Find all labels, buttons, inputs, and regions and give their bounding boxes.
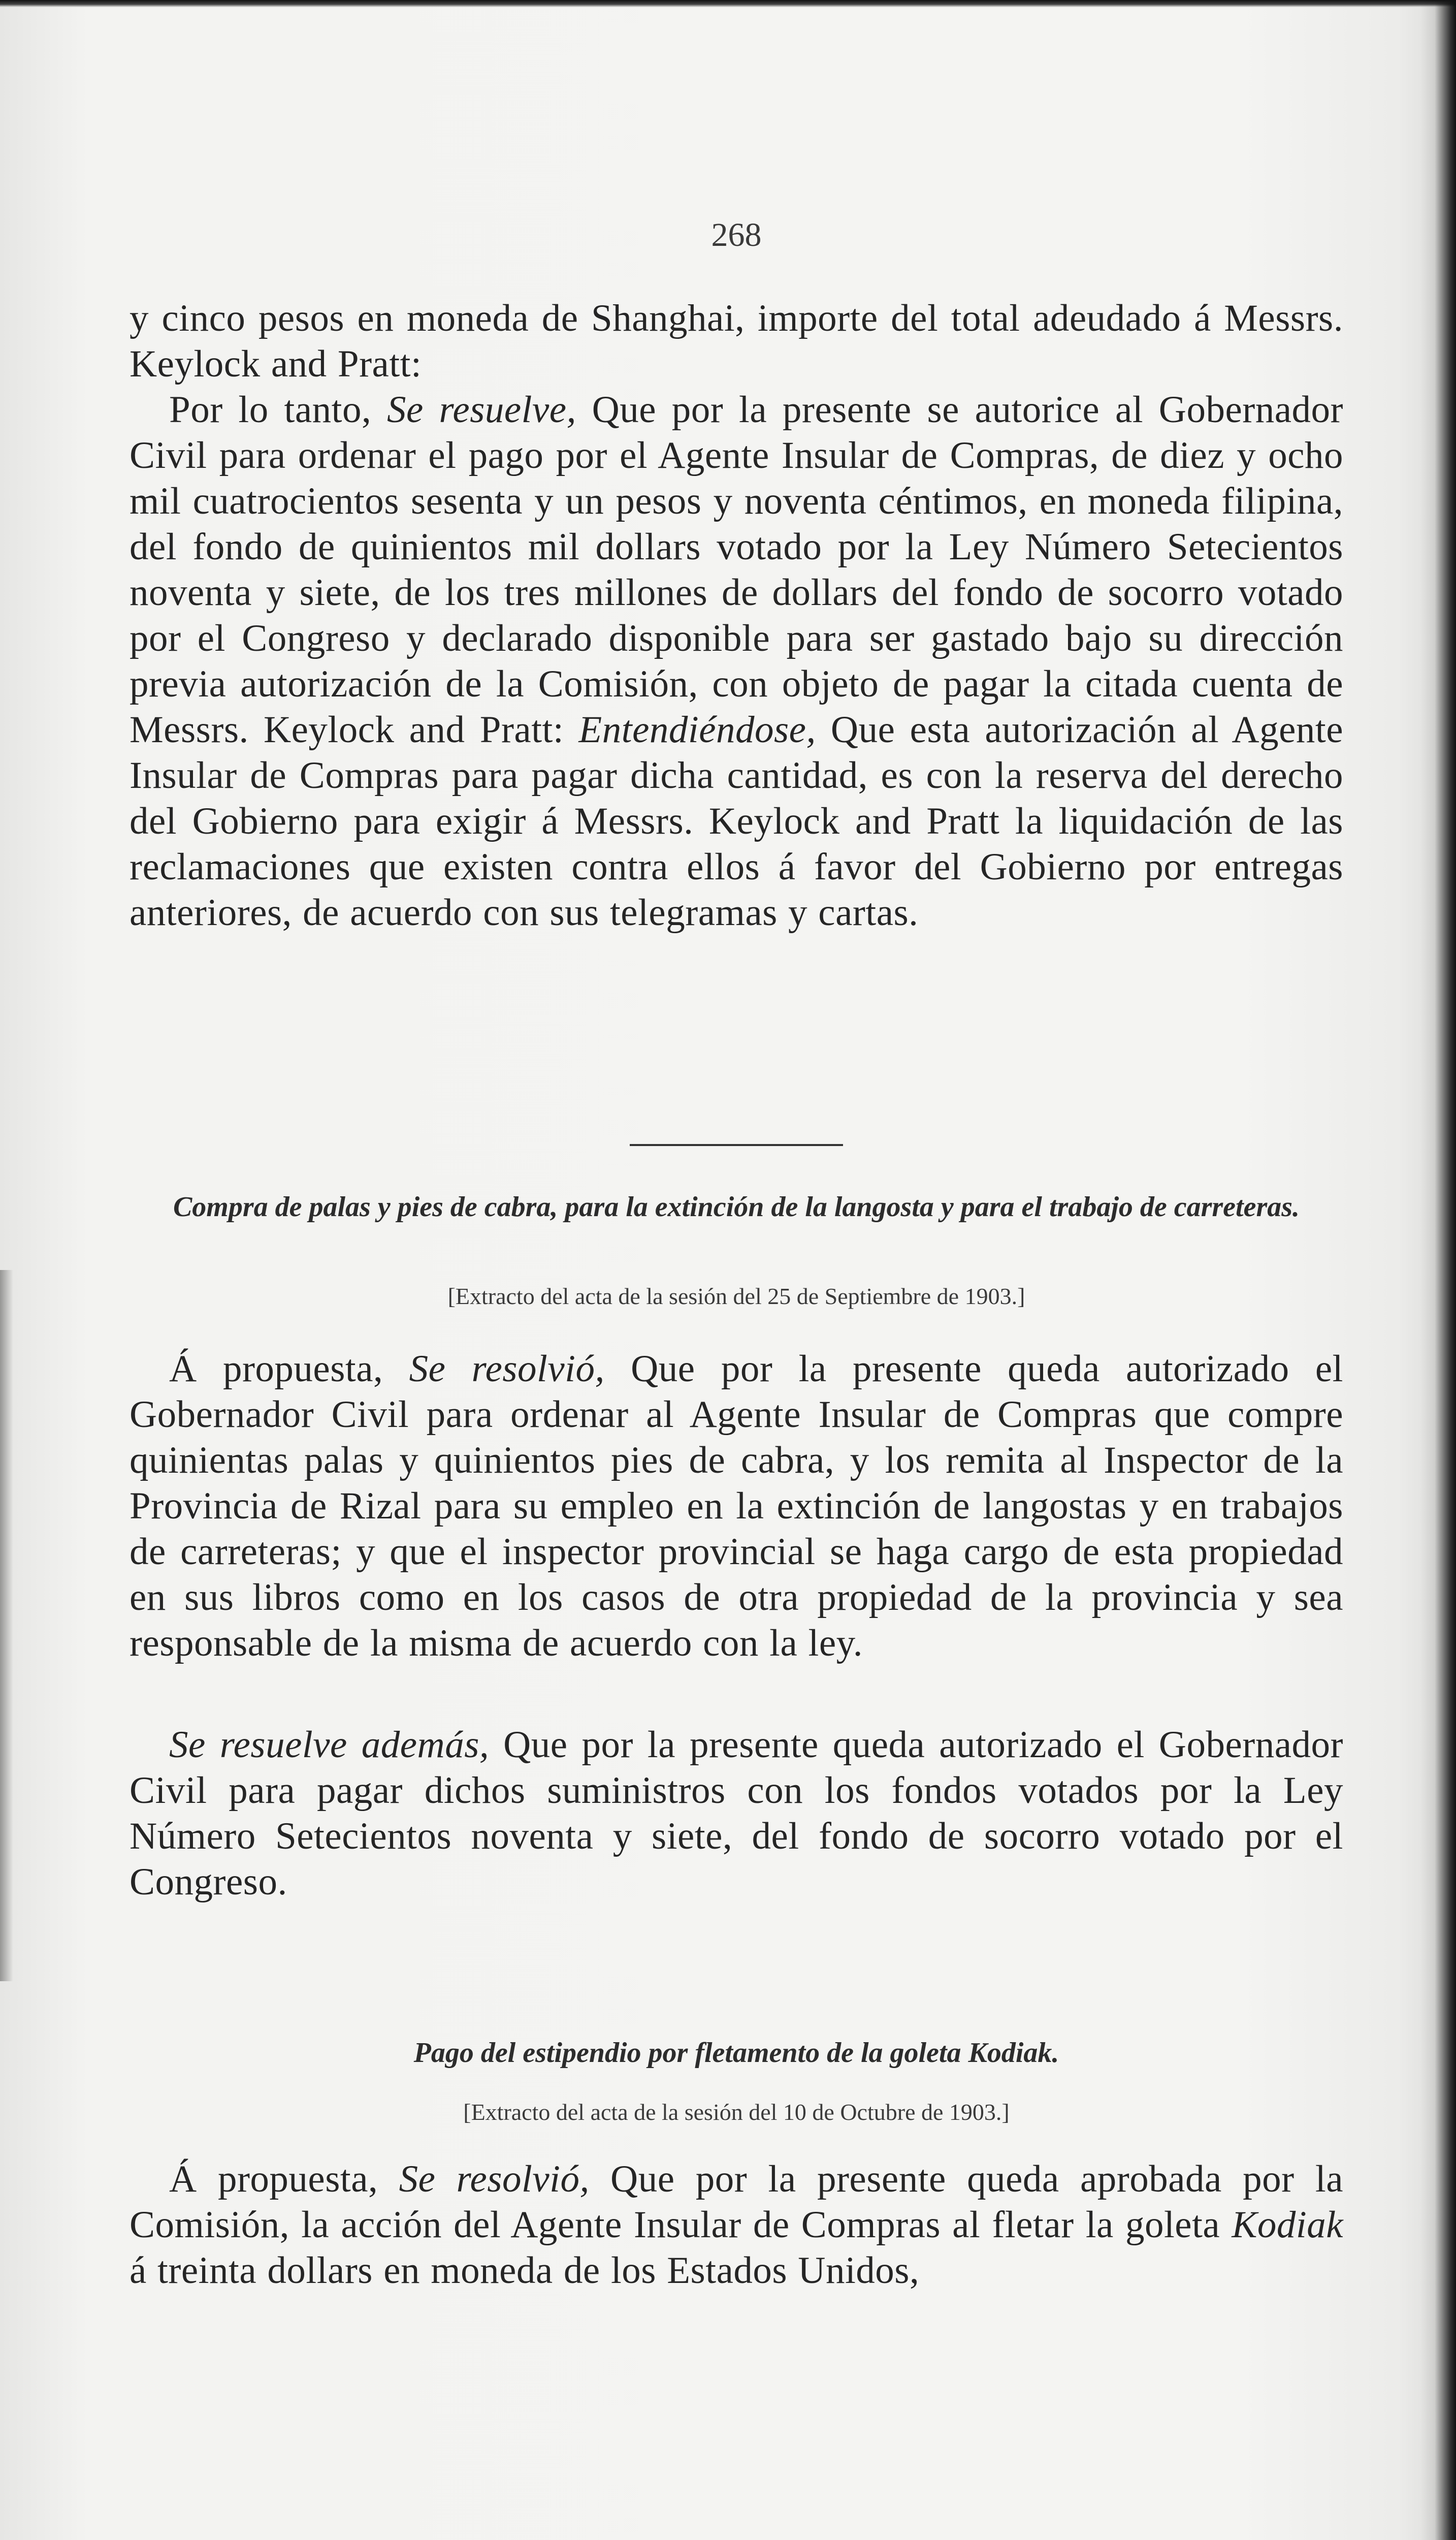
resolution-lead: Por lo tanto,	[169, 389, 387, 431]
section-2-paragraph-1	[130, 2156, 1343, 2294]
section-2-p1-ship-name: Kodiak	[1232, 2204, 1343, 2246]
section-1-paragraph-2	[130, 1722, 1343, 1905]
resolution-proviso-body: Que esta autorización al Agente Insular de Compras para pagar dicha cantidad, es con la reserva del derecho del Gobierno para exigir á Messrs. Keylock and Pratt la liquidación de las reclamaciones que existen contra ellos á favor del Gobierno por entregas anteriores, de acuerdo con sus telegramas y cartas.	[130, 709, 1343, 934]
page-top-edge	[0, 0, 1456, 7]
section-1-p2-keyword: Se resuelve además,	[169, 1724, 490, 1766]
page-right-edge	[1420, 0, 1456, 2540]
section-1-p2-body: Que por la presente queda autorizado el Gobernador Civil para pagar dichos suministros con los fondos votados por la Ley Número Setecientos noventa y siete, del fondo de socorro votado por el Congreso.	[130, 1724, 1343, 1903]
section-1-heading: Compra de palas y pies de cabra, para la extinción de la langosta y para el trabajo de carreteras.	[173, 1191, 1300, 1223]
section-divider-1	[630, 1144, 843, 1146]
resolution-paragraph	[130, 387, 1343, 936]
section-2-p1-tail: á treinta dollars en moneda de los Estados Unidos,	[130, 2249, 920, 2292]
section-1-note: [Extracto del acta de la sesión del 25 de Septiembre de 1903.]	[447, 1283, 1025, 1309]
section-2-heading: Pago del estipendio por fletamento de la goleta Kodiak.	[413, 2037, 1059, 2069]
page-left-shadow	[0, 1270, 13, 1981]
page-number: 268	[711, 216, 762, 253]
resolution-proviso-keyword: Entendiéndose,	[578, 709, 816, 751]
section-2-p1-body: Que por la presente queda aprobada por la Comisión, la acción del Agente Insular de Compras al fletar la goleta	[130, 2158, 1343, 2246]
section-2-p1-keyword: Se resolvió,	[399, 2158, 590, 2200]
section-1-p1-keyword: Se resolvió,	[409, 1348, 605, 1390]
section-2-p1-lead: Á propuesta,	[169, 2158, 399, 2200]
resolution-keyword: Se resuelve,	[386, 389, 576, 431]
continued-paragraph	[130, 296, 1343, 387]
continued-paragraph-text: y cinco pesos en moneda de Shanghai, importe del total adeudado á Messrs. Keylock and Pratt:	[130, 297, 1343, 385]
section-1-paragraph-1	[130, 1346, 1343, 1666]
resolution-body: Que por la presente se autorice al Gobernador Civil para ordenar el pago por el Agente Insular de Compras, de diez y ocho mil cuatrocientos sesenta y un pesos y noventa céntimos, en moneda filipina, del fondo de quinientos mil dollars votado por la Ley Número Setecientos noventa y siete, de los tres millones de dollars del fondo de socorro votado por el Congreso y declarado disponible para ser gastado bajo su dirección previa autorización de la Comisión, con objeto de pagar la citada cuenta de Messrs. Keylock and Pratt:	[130, 389, 1343, 751]
section-2-note: [Extracto del acta de la sesión del 10 de Octubre de 1903.]	[463, 2099, 1010, 2125]
section-1-p1-body: Que por la presente queda autorizado el Gobernador Civil para ordenar al Agente Insular de Compras que compre quinientas palas y quinientos pies de cabra, y los remita al Inspector de la Provincia de Rizal para su empleo en la extinción de langostas y en trabajos de carreteras; y que el inspector provincial se haga cargo de esta propiedad en sus libros como en los casos de otra propiedad de la provincia y sea responsable de la misma de acuerdo con la ley.	[130, 1348, 1343, 1664]
section-1-p1-lead: Á propuesta,	[169, 1348, 409, 1390]
